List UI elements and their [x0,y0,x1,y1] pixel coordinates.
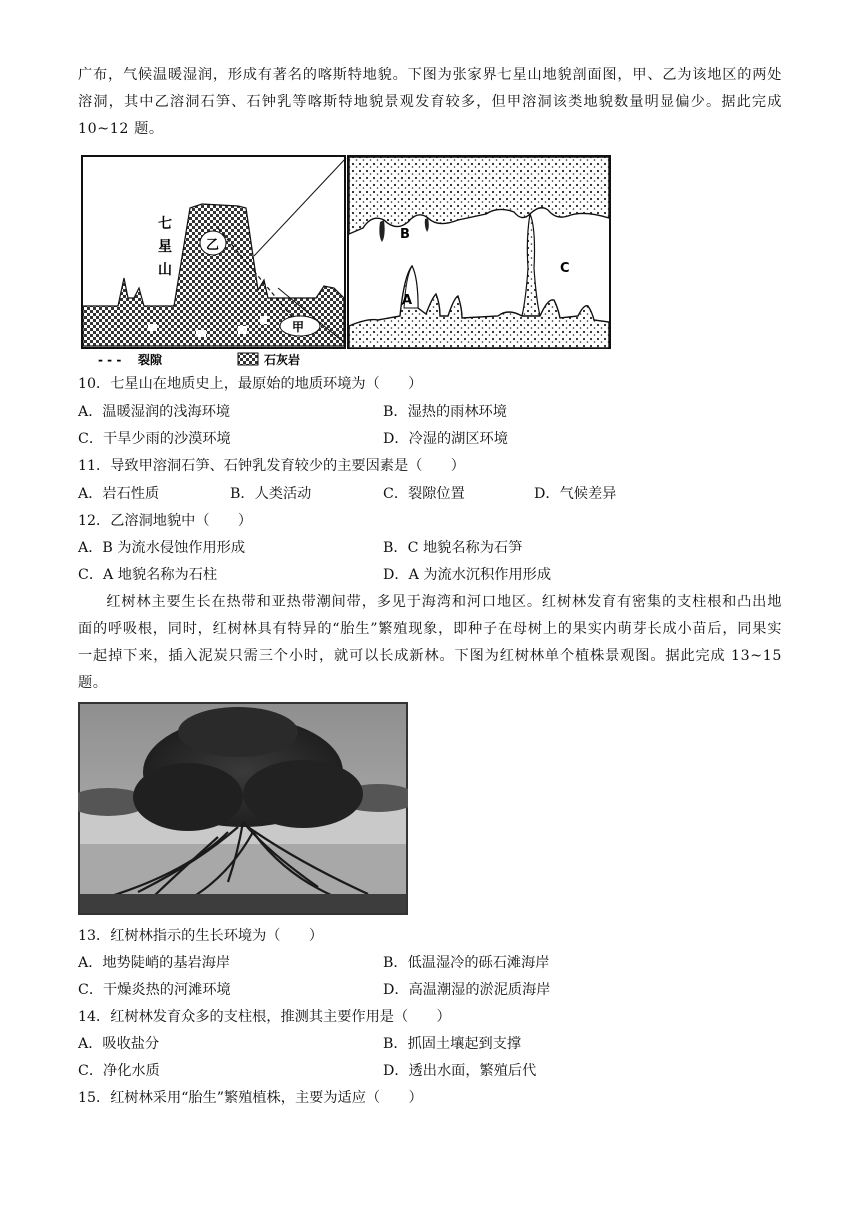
q12-option-b[interactable]: B．C 地貌名称为石笋 [383,540,523,556]
figure-karst-profile [78,148,612,370]
cave-jia-label: 甲 [292,320,305,334]
q14-option-c[interactable]: C．净化水质 [78,1063,160,1079]
q10-option-a[interactable]: A．温暖湿润的浅海环境 [78,404,231,420]
legend-limestone-label: 石灰岩 [264,353,301,367]
q13-option-b[interactable]: B．低温湿冷的砾石滩海岸 [383,955,550,971]
q13-option-a[interactable]: A．地势陡峭的基岩海岸 [78,955,231,971]
cave-label-a: A [402,293,413,308]
q13-option-d[interactable]: D．高温潮湿的淤泥质海岸 [383,982,551,998]
q12-stem: 12．乙溶洞地貌中（ ） [78,513,253,529]
q14-option-b[interactable]: B．抓固土壤起到支撑 [383,1036,522,1052]
cave-label-c: C [560,261,570,276]
legend-crack-symbol: - - - [98,353,122,367]
legend-crack-label: 裂隙 [138,353,163,367]
q14-option-d[interactable]: D．透出水面，繁殖后代 [383,1063,537,1079]
q10-option-c[interactable]: C．干旱少雨的沙漠环境 [78,431,231,447]
q10-option-d[interactable]: D．冷湿的湖区环境 [383,431,508,447]
q10-stem: 10．七星山在地质史上，最原始的地质环境为（ ） [78,376,423,392]
mountain-label-2: 星 [158,239,172,255]
q11-option-d[interactable]: D．气候差异 [534,486,617,502]
passage-karst: 广布，气候温暖湿润，形成有著名的喀斯特地貌。下图为张家界七星山地貌剖面图，甲、乙为该地区的两处溶洞，其中乙溶洞石笋、石钟乳等喀斯特地貌景观发育较多，但甲溶洞该类地貌数量明显偏少。据此完成 10~12 题。 [78,67,782,137]
passage-mangrove: 红树林主要生长在热带和亚热带潮间带，多见于海湾和河口地区。红树林发育有密集的支柱根和凸出地面的呼吸根，同时，红树林具有特异的“胎生”繁殖现象，即种子在母树上的果实内萌芽长成小苗后，同果实一起掉下来，插入泥炭只需三个小时，就可以长成新林。下图为红树林单个植株景观图。据此完成 13~15 题。 [78,594,782,691]
q11-option-a[interactable]: A．岩石性质 [78,486,160,502]
legend-limestone-swatch [238,353,258,365]
q13-stem: 13．红树林指示的生长环境为（ ） [78,928,324,944]
q12-option-a[interactable]: A．B 为流水侵蚀作用形成 [78,540,246,556]
q14-stem: 14．红树林发育众多的支柱根，推测其主要作用是（ ） [78,1009,451,1025]
q12-option-d[interactable]: D．A 为流水沉积作用形成 [383,567,552,583]
q11-stem: 11．导致甲溶洞石笋、石钟乳发育较少的主要因素是（ ） [78,458,465,474]
figure-mangrove-photo [78,702,408,915]
q12-option-c[interactable]: C．A 地貌名称为石柱 [78,567,218,583]
mountain-label-1: 七 [158,216,172,232]
q15-stem: 15．红树林采用“胎生”繁殖植株，主要为适应（ ） [78,1090,423,1106]
q14-option-a[interactable]: A．吸收盐分 [78,1036,160,1052]
q11-option-c[interactable]: C．裂隙位置 [383,486,465,502]
cave-yi-label: 乙 [206,238,220,253]
q10-option-b[interactable]: B．湿热的雨林环境 [383,404,507,420]
q11-option-b[interactable]: B．人类活动 [230,486,312,502]
cave-label-b: B [400,227,410,242]
mountain-label-3: 山 [158,262,172,278]
q13-option-c[interactable]: C．干燥炎热的河滩环境 [78,982,231,998]
